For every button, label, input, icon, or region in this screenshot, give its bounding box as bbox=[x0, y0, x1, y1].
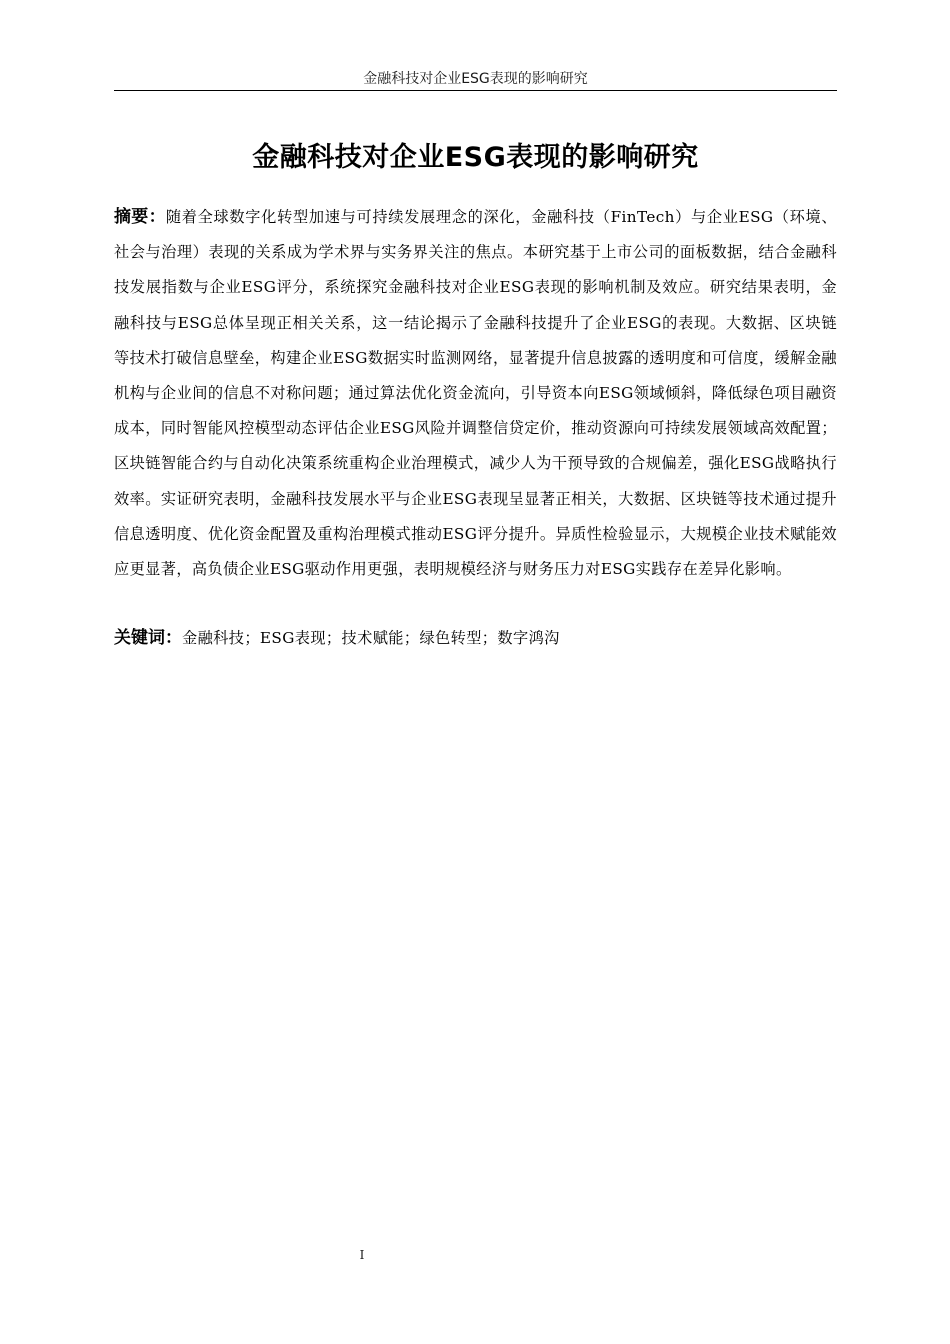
abstract-text: 随着全球数字化转型加速与可持续发展理念的深化，金融科技（FinTech）与企业ESG（环境、社会与治理）表现的关系成为学术界与实务界关注的焦点。本研究基于上市公司的面板数据，结合金融科技发展指数与企业ESG评分，系统探究金融科技对企业ESG表现的影响机制及效应。研究结果表明，金融科技与ESG总体呈现正相关关系，这一结论揭示了金融科技提升了企业ESG的表现。大数据、区块链等技术打破信息壁垒，构建企业ESG数据实时监测网络，显著提升信息披露的透明度和可信度，缓解金融机构与企业间的信息不对称问题；通过算法优化资金流向，引导资本向ESG领域倾斜，降低绿色项目融资成本，同时智能风控模型动态评估企业ESG风险并调整信贷定价，推动资源向可持续发展领域高效配置；区块链智能合约与自动化决策系统重构企业治理模式，减少人为干预导致的合规偏差，强化ESG战略执行效率。实证研究表明，金融科技发展水平与企业ESG表现呈显著正相关，大数据、区块链等技术通过提升信息透明度、优化资金配置及重构治理模式推动ESG评分提升。异质性检验显示，大规模企业技术赋能效应更显著，高负债企业ESG驱动作用更强，表明规模经济与财务压力对ESG实践存在差异化影响。 bbox=[114, 208, 837, 579]
abstract-label: 摘要： bbox=[114, 207, 166, 227]
keywords-label: 关键词： bbox=[114, 628, 182, 648]
page-number: I bbox=[359, 1248, 365, 1262]
keywords-paragraph bbox=[114, 621, 837, 656]
paper-title: 金融科技对企业ESG表现的影响研究 bbox=[252, 142, 699, 173]
header-rule bbox=[114, 90, 837, 91]
abstract-paragraph bbox=[114, 200, 837, 587]
keywords-text: 金融科技；ESG表现；技术赋能；绿色转型；数字鸿沟 bbox=[182, 629, 560, 647]
running-header: 金融科技对企业ESG表现的影响研究 bbox=[363, 71, 588, 87]
